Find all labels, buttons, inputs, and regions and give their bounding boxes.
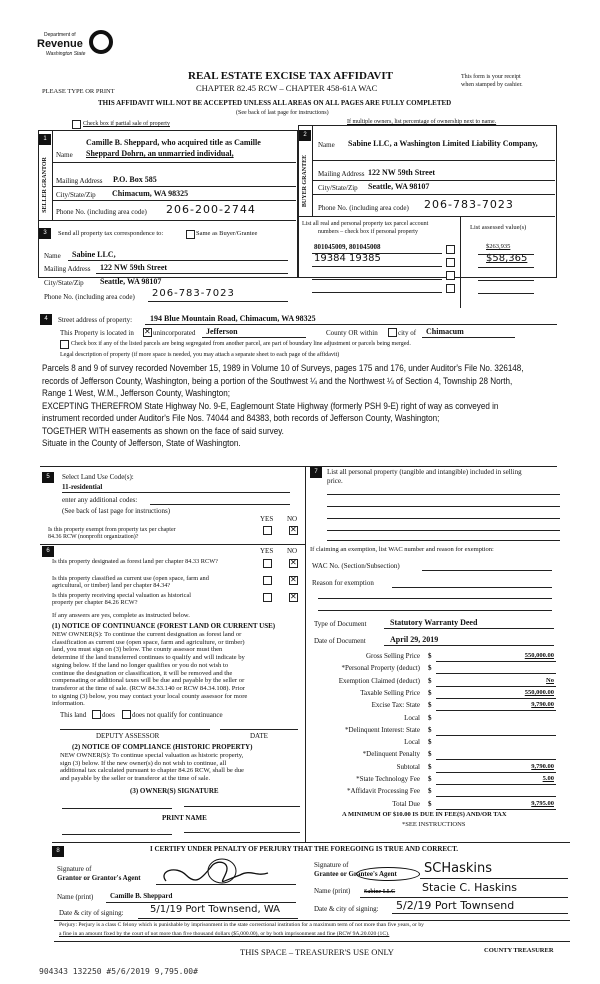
yes-header: YES	[260, 547, 274, 555]
field-line	[392, 913, 568, 914]
legal-description-line: TOGETHER WITH easements as shown on the face of said survey.	[42, 425, 284, 436]
see-instructions-note: *SEE INSTRUCTIONS	[402, 821, 466, 828]
field-line	[312, 292, 442, 293]
field-label: Phone No. (including area code)	[318, 204, 409, 212]
fee-value-field[interactable]: 5.00	[542, 775, 554, 782]
seller-phone-field[interactable]: 206-200-2744	[166, 203, 256, 216]
field-label: Mailing Address	[56, 177, 103, 185]
logo-swirl-icon	[88, 30, 114, 54]
partial-sale-label: Check box if partial sale of property	[83, 121, 170, 127]
fee-label: Gross Selling Price	[365, 652, 420, 660]
correspondence-label: Send all property tax correspondence to:	[58, 230, 164, 237]
field-line	[384, 628, 554, 629]
field-label: Date & city of signing:	[314, 905, 379, 913]
divider	[52, 130, 53, 220]
parcel-number-field[interactable]: 801045009, 801045008	[314, 243, 381, 251]
personal-property-line[interactable]	[327, 530, 560, 531]
field-label: enter any additional codes:	[62, 496, 138, 504]
assessed-header: List assessed value(s)	[470, 224, 527, 231]
no-checkbox[interactable]	[289, 559, 298, 568]
currency-sign: $	[428, 787, 432, 796]
currency-sign: $	[428, 701, 432, 710]
logo-state-text: Washington State	[46, 51, 86, 57]
buyer-phone-field[interactable]: 206-783-7023	[424, 198, 514, 211]
notice-line: determine if the land transferred continues to qualify and will indicate by	[52, 654, 245, 662]
signature-line	[60, 729, 210, 730]
receipt-note: This form is your receipt	[461, 74, 521, 80]
yes-header: YES	[260, 515, 274, 523]
field-line	[384, 645, 554, 646]
field-label: County OR within	[326, 329, 378, 337]
notice-line: NEW OWNER(S): To continue the current designation as forest land or	[52, 631, 242, 638]
field-label: Signature of	[314, 861, 349, 869]
county-treasurer-label: COUNTY TREASURER	[484, 947, 554, 954]
minimum-due-note: A MINIMUM OF $10.00 IS DUE IN FEE(S) AND/OR TAX	[342, 811, 507, 818]
field-line	[312, 266, 442, 267]
legal-description-label: Legal description of property (if more space is needed, you may attach a separate sheet to each page of the affidavit)	[60, 352, 340, 358]
field-label: WAC No. (Section/Subsection)	[312, 562, 400, 570]
fee-label: *Personal Property (deduct)	[341, 664, 420, 673]
field-label: Name (print)	[314, 887, 351, 895]
field-line	[360, 897, 568, 898]
seller-side-label: SELLER GRANTOR	[42, 157, 48, 213]
divider	[54, 920, 570, 921]
grantor-date-city-field[interactable]: 5/1/19 Port Townsend, WA	[150, 904, 280, 915]
field-line	[138, 918, 298, 919]
field-line	[150, 504, 290, 505]
field-label: does	[102, 711, 115, 719]
personal-property-checkbox[interactable]	[446, 258, 455, 267]
section-number: 8	[52, 846, 64, 857]
field-line	[436, 735, 556, 736]
divider	[327, 540, 560, 541]
field-label: Phone No. (including area code)	[56, 208, 147, 216]
chapter-ref: CHAPTER 82.45 RCW – CHAPTER 458-61A WAC	[196, 83, 378, 93]
warning-text: THIS AFFIDAVIT WILL NOT BE ACCEPTED UNLESS ALL AREAS ON ALL PAGES ARE FULLY COMPLETED	[98, 99, 452, 107]
multiple-owners-note: If multiple owners, list percentage of ownership next to name.	[347, 119, 497, 125]
divider	[312, 180, 555, 181]
currency-sign: $	[428, 775, 432, 783]
seller-mailing-field[interactable]: P.O. Box 585	[113, 175, 157, 184]
currency-sign: $	[428, 676, 432, 685]
parcels-header: List all real and personal property tax parcel account	[302, 221, 429, 227]
divider	[52, 162, 296, 163]
field-line	[478, 280, 534, 281]
personal-property-line[interactable]	[327, 518, 560, 519]
notice-line: NEW OWNER(S): To continue special valuation as historic property,	[60, 752, 244, 759]
question-text: 84.36 RCW (nonprofit organization)?	[48, 534, 139, 540]
not-qualifies-checkbox[interactable]	[122, 710, 131, 719]
section-number: 4	[40, 314, 52, 325]
field-line	[436, 759, 556, 760]
partial-sale-checkbox[interactable]	[72, 120, 81, 129]
exemption-reason-field[interactable]	[318, 598, 552, 599]
currency-sign: $	[428, 799, 432, 808]
notice-line: transferor at the time of sale. (RCW 84.33.140 or RCW 84.34.108). Prior	[52, 684, 245, 692]
divider	[460, 216, 461, 308]
field-label: Street address of property:	[58, 316, 133, 324]
currency-sign: $	[428, 688, 432, 697]
field-line	[145, 324, 557, 325]
fee-value-field[interactable]: No	[546, 676, 554, 684]
grantee-signature[interactable]: SCHaskins	[424, 861, 492, 876]
currency-sign: $	[428, 664, 432, 673]
section-number: 1	[39, 134, 51, 145]
question-text: agricultural, or timber) land per chapter 84.34?	[52, 582, 171, 589]
yes-checkbox[interactable]	[263, 593, 272, 602]
field-label: This land	[60, 711, 87, 719]
field-label: Type of Document	[314, 620, 367, 628]
owner-signature-label: (3) OWNER(S) SIGNATURE	[130, 787, 219, 795]
field-label: unincorporated	[153, 329, 196, 337]
divider	[305, 466, 306, 842]
form-title: REAL ESTATE EXCISE TAX AFFIDAVIT	[188, 70, 393, 82]
yes-checkbox[interactable]	[263, 576, 272, 585]
currency-sign: $	[428, 725, 432, 734]
section-number: 6	[42, 546, 54, 557]
parcels-header: numbers – check box if personal property	[318, 229, 418, 235]
buyer-mailing-field[interactable]: 122 NW 59th Street	[368, 168, 436, 177]
county-field[interactable]: Jefferson	[206, 327, 238, 336]
field-line	[436, 686, 556, 687]
fee-label: *State Technology Fee	[356, 775, 420, 783]
notice-line: to signing (3) below, you may contact your local county assessor for more	[52, 692, 248, 700]
field-line	[436, 796, 556, 797]
signature-line	[62, 808, 172, 809]
field-label: Phone No. (including area code)	[44, 293, 135, 301]
section-number: 3	[39, 228, 51, 239]
legal-description-line: instrument recorded under Auditor's File Nos. 74044 and 84383, both records of Jefferson County, Washington;	[42, 413, 440, 423]
field-label: Date & city of signing:	[59, 909, 124, 917]
divider	[298, 216, 555, 217]
field-label: (See back of last page for instructions)	[62, 507, 171, 515]
buyer-name[interactable]: Sabine LLC, a Washington Limited Liability Company,	[348, 139, 538, 148]
field-line	[436, 809, 556, 810]
certify-heading: I CERTIFY UNDER PENALTY OF PERJURY THAT THE FOREGOING IS TRUE AND CORRECT.	[150, 845, 459, 853]
fee-value-field[interactable]: 9,795.00	[531, 799, 554, 807]
divider	[52, 842, 570, 843]
notice-line: land, you must sign on (3) below. The county assessor must then	[52, 646, 223, 654]
notice-line: sign (3) below. If the new owner(s) do not wish to continue, all	[60, 759, 227, 767]
personal-property-line[interactable]	[327, 494, 560, 495]
notice-line: additional tax calculated pursuant to chapter 84.26 RCW, shall be due	[60, 767, 244, 775]
date-label: DATE	[250, 732, 268, 740]
field-line	[436, 784, 556, 785]
cashier-stamp: 904343 132250 #5/6/2019 9,795.00#	[39, 967, 198, 976]
field-label: City/State/Zip	[56, 191, 96, 199]
field-label: does not qualify for continuance	[132, 711, 223, 719]
fee-label: Local	[404, 738, 420, 747]
assessed-value-field[interactable]: $58,365	[486, 253, 528, 264]
treasurer-use-label: THIS SPACE – TREASURER'S USE ONLY	[240, 947, 394, 957]
divider	[40, 544, 305, 545]
document-type-field[interactable]: Statutory Warranty Deed	[390, 618, 478, 627]
signature-line	[156, 884, 296, 885]
personal-property-checkbox[interactable]	[446, 271, 455, 280]
signature-line	[184, 832, 300, 833]
field-line	[422, 337, 515, 338]
exempt-yes-checkbox[interactable]	[263, 526, 272, 535]
qualifies-checkbox[interactable]	[92, 710, 101, 719]
assessed-value-field[interactable]: $263,935	[486, 243, 511, 250]
field-label: Grantee or Grantee's Agent	[314, 870, 397, 878]
personal-property-checkbox[interactable]	[446, 245, 455, 254]
receipt-note: when stamped by cashier.	[461, 82, 523, 88]
notice-line: information.	[52, 700, 85, 708]
wac-number-field[interactable]	[422, 570, 552, 571]
city-checkbox[interactable]	[388, 328, 397, 337]
currency-sign: $	[428, 713, 432, 722]
land-use-code-field[interactable]: 11-residential	[62, 483, 103, 491]
deputy-assessor-label: DEPUTY ASSESSOR	[96, 732, 160, 740]
exemption-reason-field[interactable]	[392, 587, 552, 588]
seller-city-field[interactable]: Chimacum, WA 98325	[112, 189, 189, 198]
fee-label: Total Due	[392, 799, 420, 808]
divider	[54, 941, 570, 942]
section-number: 7	[310, 467, 322, 478]
personal-property-label: List all personal property (tangible and intangible) included in selling	[327, 468, 522, 476]
field-label: Name	[318, 141, 335, 149]
field-line	[436, 710, 556, 711]
divider	[312, 194, 555, 195]
grantee-name-struck: Sabine LLC	[364, 889, 396, 895]
field-label: Name (print)	[57, 893, 94, 901]
no-checkbox[interactable]	[289, 576, 298, 585]
divider	[52, 200, 296, 201]
field-line	[148, 301, 288, 302]
fee-label: Local	[404, 713, 420, 722]
field-label: Grantor or Grantor's Agent	[57, 874, 141, 882]
if-yes-note: If any answers are yes, complete as instructed below.	[52, 612, 190, 619]
signature-line	[62, 834, 172, 835]
fee-label: *Affidavit Processing Fee	[347, 787, 420, 796]
currency-sign: $	[428, 762, 432, 771]
no-header: NO	[287, 547, 298, 555]
grantee-date-city-field[interactable]: 5/2/19 Port Townsend	[396, 899, 515, 912]
print-name-label: PRINT NAME	[162, 814, 207, 822]
no-checkbox[interactable]	[289, 593, 298, 602]
field-line	[106, 902, 296, 903]
notice-line: signing below. If the land no longer qualifies or you do not wish to	[52, 661, 229, 669]
fee-value-field[interactable]: 550,000.00	[524, 688, 554, 696]
perjury-notice: Perjury: Perjury is a class C felony which is punishable by imprisonment in the state correctional institution for a maximum term of not more than five years, or by	[59, 922, 424, 928]
field-label: Name	[44, 252, 61, 260]
field-line	[62, 492, 290, 493]
same-as-buyer-label: Same as Buyer/Grantee	[196, 230, 258, 237]
street-address-field[interactable]: 194 Blue Mountain Road, Chimacum, WA 98325	[150, 314, 316, 323]
legal-description	[42, 362, 562, 450]
field-line	[436, 673, 556, 674]
signature-line	[184, 806, 300, 807]
document-date-field[interactable]: April 29, 2019	[390, 635, 439, 644]
logo-name-text: Revenue	[37, 38, 83, 50]
notice-line: continue the designation or classification, it will be removed and the	[52, 669, 233, 677]
field-line	[478, 293, 534, 294]
field-line	[436, 661, 556, 662]
field-label: City/State/Zip	[44, 279, 84, 287]
field-label: Select Land Use Code(s):	[62, 473, 134, 481]
perjury-notice: a fine in an amount fixed by the court of not more than five thousand dollars ($5,000.00), or by both imprisonment and fine (RCW 9A.20.020 (1C).	[59, 931, 390, 937]
correspondence-name-field[interactable]: Sabine LLC,	[72, 250, 116, 259]
correspondence-mailing-field[interactable]: 122 NW 59th Street	[100, 263, 168, 272]
instructions-note: (See back of last page for instructions)	[236, 110, 329, 116]
divider	[312, 125, 313, 216]
notice-line: compensating or additional taxes will be due and payable by the seller or	[52, 677, 245, 685]
question-text: Is this property receiving special valuation as historical	[52, 592, 192, 599]
exemption-label: If claiming an exemption, list WAC number and reason for exemption:	[310, 546, 494, 553]
currency-sign: $	[428, 750, 432, 759]
buyer-city-field[interactable]: Seattle, WA 98107	[368, 182, 430, 191]
grantee-name-field[interactable]: Stacie C. Haskins	[422, 881, 517, 894]
logo-dept-text: Department of	[44, 32, 76, 38]
section-number: 2	[299, 130, 311, 141]
signature-line	[420, 878, 568, 879]
fee-label: *Delinquent Penalty	[362, 750, 420, 759]
fee-value-field[interactable]: 550,000.00	[524, 652, 554, 659]
segregated-checkbox[interactable]	[60, 340, 69, 349]
parcel-number-field[interactable]: 19384 19385	[314, 253, 381, 264]
divider	[40, 466, 557, 467]
fee-label: Exemption Claimed (deduct)	[338, 676, 420, 685]
personal-property-label: price.	[327, 477, 343, 485]
exempt-no-checkbox[interactable]	[289, 526, 298, 535]
field-label: City/State/Zip	[318, 184, 358, 192]
yes-checkbox[interactable]	[263, 559, 272, 568]
please-type-note: PLEASE TYPE OR PRINT	[42, 88, 115, 95]
legal-description-line: Situate in the County of Jefferson, State of Washington.	[42, 438, 241, 448]
divider	[38, 220, 296, 221]
question-text: property per chapter 84.26 RCW?	[52, 599, 138, 606]
notice-continuance-title: (1) NOTICE OF CONTINUANCE (FOREST LAND OR CURRENT USE)	[52, 622, 276, 630]
grantor-name-field[interactable]: Camille B. Sheppard	[110, 892, 173, 900]
fee-label: Taxable Selling Price	[360, 688, 420, 697]
notice-line: and payable by the seller or transferor at the time of sale.	[60, 775, 211, 783]
field-line	[436, 772, 556, 773]
fee-label: Excise Tax: State	[371, 701, 420, 710]
fee-value-field[interactable]: 9,790.00	[531, 701, 554, 709]
legal-description-line: EXCEPTING THEREFROM State Highway No. 9-E, Eaglemount State Highway (formerly PSH 9-E) right of way as conveyed in	[42, 400, 499, 411]
seller-name[interactable]: Sheppard Dohrn, an unmarried individual,	[86, 149, 234, 158]
segregated-label: Check box if any of the listed parcels are being segregated from another parcel, are part of boundary line adjustment or parcels being merged.	[71, 341, 411, 347]
field-label: Reason for exemption	[312, 579, 374, 587]
grantee-agent-circle	[356, 867, 420, 881]
notice-compliance-title: (2) NOTICE OF COMPLIANCE (HISTORIC PROPERTY)	[72, 743, 253, 751]
field-line	[96, 273, 288, 274]
no-header: NO	[287, 515, 298, 523]
field-label: Date of Document	[314, 637, 366, 645]
currency-sign: $	[428, 738, 432, 747]
unincorporated-checkbox[interactable]	[143, 328, 152, 337]
correspondence-phone-field[interactable]: 206-783-7023	[152, 288, 235, 299]
field-line	[436, 698, 556, 699]
field-line	[478, 267, 534, 268]
correspondence-city-field[interactable]: Seattle, WA 98107	[100, 277, 162, 286]
legal-description-line: Parcels 8 and 9 of survey recorded November 15, 1989 in Volume 10 of Surveys, pages 175 and 176, under Auditor's File No. 326148,	[42, 363, 524, 373]
fee-label: Subtotal	[396, 762, 420, 771]
field-line	[202, 337, 306, 338]
legal-description-line: Range 1 West, W.M., Jefferson County, Washington;	[42, 388, 230, 398]
question-text: Is this property classified as current use (open space, farm and	[52, 575, 209, 582]
date-line	[220, 729, 298, 730]
currency-sign: $	[428, 652, 432, 660]
field-label: This Property is located in	[60, 329, 134, 337]
exemption-reason-field[interactable]	[318, 610, 552, 611]
field-label: city of	[398, 329, 417, 337]
field-line	[312, 279, 442, 280]
personal-property-line[interactable]	[327, 506, 560, 507]
divider	[312, 160, 555, 161]
same-as-buyer-checkbox[interactable]	[186, 230, 195, 239]
fee-label: *Delinquent Interest: State	[344, 725, 420, 734]
fee-value-field[interactable]: 9,790.00	[531, 762, 554, 770]
field-label: Mailing Address	[44, 265, 91, 273]
city-field[interactable]: Chimacum	[426, 327, 464, 336]
question-text: Is this property designated as forest land per chapter 84.33 RCW?	[52, 558, 218, 565]
question-text: Is this property exempt from property tax per chapter	[48, 527, 176, 533]
grantor-signature[interactable]	[156, 855, 276, 885]
notice-line: classification as current use (open space, farm and agriculture, or timber)	[52, 638, 245, 646]
divider	[52, 186, 296, 187]
legal-description-line: records of Jefferson County, Washington, being a portion of the Southwest ¼ and the Northwest ¼ of Section 4, Township 28 North,	[42, 375, 513, 386]
seller-name[interactable]: Camille B. Sheppard, who acquired title as Camille	[86, 138, 261, 147]
section-number: 5	[42, 472, 54, 483]
field-label: Signature of	[57, 865, 92, 873]
personal-property-checkbox[interactable]	[446, 284, 455, 293]
field-label: Name	[56, 151, 73, 159]
field-label: Mailing Address	[318, 170, 365, 178]
buyer-side-label: BUYER GRANTEE	[302, 154, 308, 208]
field-line	[68, 260, 288, 261]
